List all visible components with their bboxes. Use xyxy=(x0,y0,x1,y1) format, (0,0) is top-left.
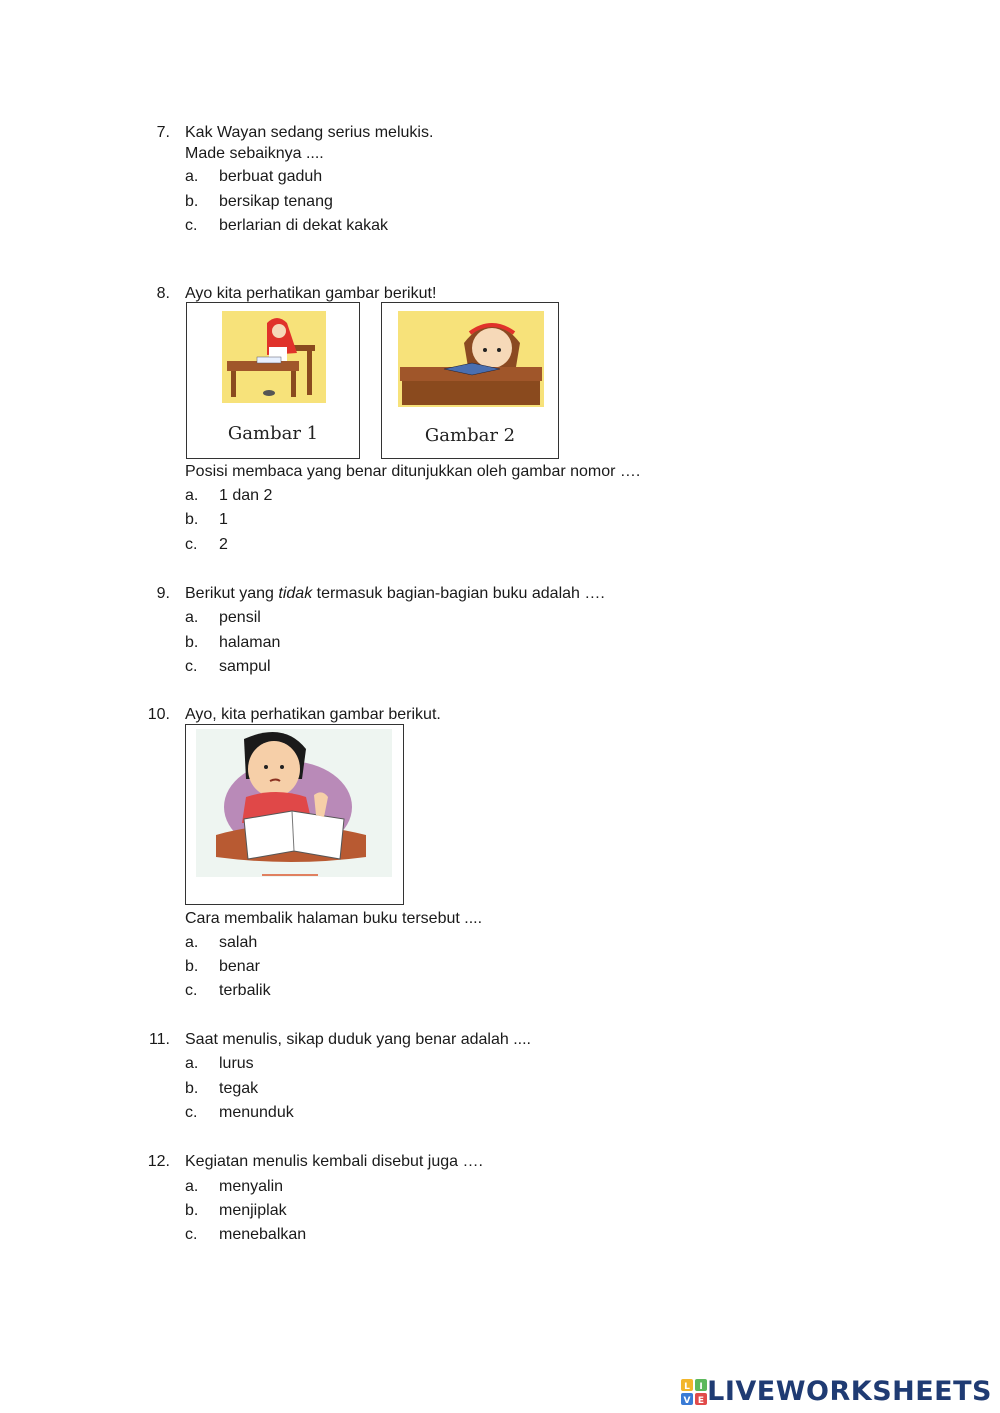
option-a[interactable] xyxy=(185,934,257,952)
badge-letter: V xyxy=(683,1395,691,1405)
figure-caption: Gambar 2 xyxy=(424,425,516,446)
question-text: Saat menulis, sikap duduk yang benar adalah .... xyxy=(185,1031,531,1048)
question-text: Ayo kita perhatikan gambar berikut! xyxy=(185,285,437,302)
option-text: tegak xyxy=(219,1080,259,1097)
option-c[interactable] xyxy=(185,217,388,235)
option-b[interactable] xyxy=(185,634,280,652)
option-a[interactable] xyxy=(185,487,272,505)
option-letter: c. xyxy=(185,217,198,234)
option-letter: c. xyxy=(185,1104,198,1121)
option-text: lurus xyxy=(219,1055,254,1072)
question-number: 12. xyxy=(147,1153,170,1170)
question-number: 7. xyxy=(156,124,170,141)
option-b[interactable] xyxy=(185,1080,258,1098)
option-text: pensil xyxy=(219,609,261,626)
option-letter: c. xyxy=(185,1226,198,1243)
option-text: salah xyxy=(219,934,258,951)
liveworksheets-logo xyxy=(681,1376,992,1407)
option-b[interactable] xyxy=(185,511,228,529)
question-text: Kegiatan menulis kembali disebut juga …. xyxy=(185,1153,483,1170)
option-text: 1 dan 2 xyxy=(219,487,273,504)
option-text: menunduk xyxy=(219,1104,294,1121)
option-text: 1 xyxy=(219,511,228,528)
option-b[interactable] xyxy=(185,1202,287,1220)
option-a[interactable] xyxy=(185,609,261,627)
question-text-start: Berikut yang xyxy=(185,585,279,602)
option-a[interactable] xyxy=(185,1055,254,1073)
question-prompt: Cara membalik halaman buku tersebut .... xyxy=(185,910,483,927)
question-text: Kak Wayan sedang serius melukis. xyxy=(185,124,434,141)
option-letter: b. xyxy=(185,1202,199,1219)
option-b[interactable] xyxy=(185,958,260,976)
option-text: bersikap tenang xyxy=(219,193,333,210)
liveworksheets-badge-icon xyxy=(681,1379,707,1405)
badge-letter: L xyxy=(684,1381,691,1392)
option-text: menebalkan xyxy=(219,1226,307,1243)
question-text: Ayo, kita perhatikan gambar berikut. xyxy=(185,706,441,723)
option-letter: a. xyxy=(185,609,199,626)
option-text: berbuat gaduh xyxy=(219,168,323,185)
figure-gambar-2 xyxy=(381,302,559,459)
figure-gambar-1 xyxy=(186,302,360,459)
option-text: menyalin xyxy=(219,1178,284,1195)
option-letter: c. xyxy=(185,982,198,999)
option-c[interactable] xyxy=(185,1104,294,1122)
option-b[interactable] xyxy=(185,193,333,211)
question-number: 8. xyxy=(156,285,170,302)
option-letter: c. xyxy=(185,536,198,553)
option-letter: b. xyxy=(185,511,199,528)
figure-caption: Gambar 1 xyxy=(227,423,319,444)
option-text: 2 xyxy=(219,536,228,553)
option-c[interactable] xyxy=(185,1226,306,1244)
badge-letter: I xyxy=(699,1381,703,1392)
option-letter: a. xyxy=(185,168,199,185)
question-number: 10. xyxy=(147,706,170,723)
question-number: 11. xyxy=(148,1031,170,1048)
question-prompt: Posisi membaca yang benar ditunjukkan oleh gambar nomor …. xyxy=(185,463,641,480)
option-c[interactable] xyxy=(185,536,228,554)
option-text: berlarian di dekat kakak xyxy=(219,217,388,234)
option-c[interactable] xyxy=(185,658,271,676)
option-text: benar xyxy=(219,958,260,975)
option-text: menjiplak xyxy=(219,1202,287,1219)
question-number: 9. xyxy=(156,585,170,602)
option-letter: b. xyxy=(185,193,199,210)
option-text: sampul xyxy=(219,658,271,675)
option-letter: b. xyxy=(185,1080,199,1097)
question-text-end: termasuk bagian-bagian buku adalah …. xyxy=(312,585,605,602)
boy-turning-page-illustration xyxy=(186,725,403,904)
option-letter: a. xyxy=(185,1055,199,1072)
option-letter: a. xyxy=(185,487,199,504)
option-a[interactable] xyxy=(185,1178,283,1196)
question-text: Made sebaiknya .... xyxy=(185,145,324,162)
option-letter: c. xyxy=(185,658,198,675)
question-text-emphasis: tidak xyxy=(278,585,313,602)
logo-text: LIVEWORKSHEETS xyxy=(707,1376,992,1407)
option-a[interactable] xyxy=(185,168,322,186)
option-c[interactable] xyxy=(185,982,271,1000)
option-letter: a. xyxy=(185,1178,199,1195)
option-letter: a. xyxy=(185,934,199,951)
option-letter: b. xyxy=(185,634,199,651)
option-letter: b. xyxy=(185,958,199,975)
badge-letter: E xyxy=(698,1395,705,1405)
figure-boy-turning-page xyxy=(185,724,404,905)
question-text xyxy=(185,585,605,603)
option-text: halaman xyxy=(219,634,281,651)
option-text: terbalik xyxy=(219,982,271,999)
